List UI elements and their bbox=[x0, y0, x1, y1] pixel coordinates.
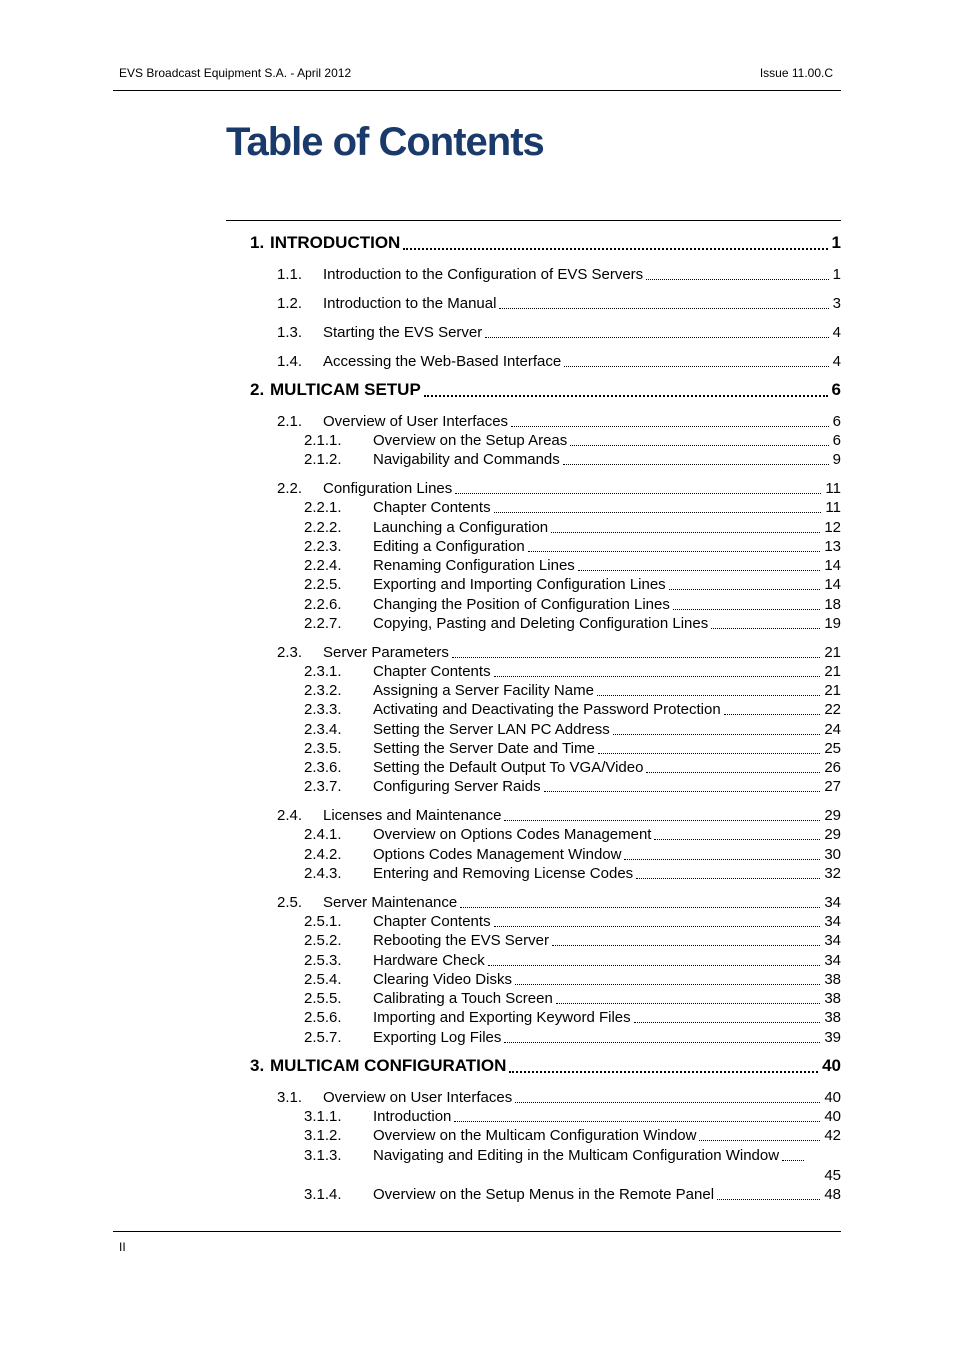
dot-leader bbox=[528, 550, 821, 552]
toc-entry-page: 14 bbox=[824, 557, 841, 574]
toc-entry[interactable] bbox=[277, 480, 841, 497]
toc-entry-page: 38 bbox=[824, 971, 841, 988]
toc-entry-page: 40 bbox=[822, 1056, 841, 1075]
toc-entry-label: Server Parameters bbox=[323, 644, 449, 661]
toc-chapter[interactable] bbox=[250, 233, 841, 253]
toc-entry-number: 2.2.5. bbox=[304, 576, 342, 593]
toc-entry-page: 11 bbox=[825, 480, 841, 497]
toc-entry-label: Introduction to the Manual bbox=[323, 295, 497, 312]
toc-entry-label: Chapter Contents bbox=[373, 499, 491, 516]
dot-leader bbox=[504, 819, 820, 821]
toc-entry-page: 1 bbox=[831, 233, 841, 252]
dot-leader bbox=[424, 394, 828, 397]
toc-entry-page: 40 bbox=[824, 1108, 841, 1125]
toc-entry-page: 39 bbox=[824, 1029, 841, 1046]
toc-entry-page: 1 bbox=[832, 266, 841, 283]
toc-entry-label: Introduction bbox=[373, 1108, 452, 1125]
toc-entry-label: MULTICAM CONFIGURATION bbox=[270, 1056, 507, 1075]
toc-entry[interactable] bbox=[304, 451, 841, 468]
dot-leader bbox=[455, 492, 821, 494]
toc-entry-page: 25 bbox=[824, 740, 841, 757]
toc-entry-number: 2. bbox=[250, 380, 265, 399]
toc-entry-page: 42 bbox=[824, 1127, 841, 1144]
dot-leader bbox=[515, 983, 820, 985]
toc-entry-page: 45 bbox=[824, 1167, 841, 1184]
toc-entry-number: 2.2.3. bbox=[304, 538, 342, 555]
toc-entry[interactable] bbox=[277, 324, 841, 341]
toc-entry-number: 2.2.7. bbox=[304, 615, 342, 632]
dot-leader bbox=[634, 1021, 821, 1023]
toc-entry-label: Setting the Default Output To VGA/Video bbox=[373, 759, 644, 776]
toc-entry-label: Navigability and Commands bbox=[373, 451, 560, 468]
toc-entry[interactable] bbox=[277, 413, 841, 430]
page-number: II bbox=[119, 1240, 126, 1254]
page-header-left: EVS Broadcast Equipment S.A. - April 2012 bbox=[119, 66, 352, 80]
toc-entry-label: Assigning a Server Facility Name bbox=[373, 682, 594, 699]
toc-entry[interactable] bbox=[304, 952, 841, 969]
toc-entry-label: Introduction to the Configuration of EVS Servers bbox=[323, 266, 644, 283]
toc-entry-page: 12 bbox=[824, 519, 841, 536]
toc-entry[interactable] bbox=[277, 807, 841, 824]
toc-entry-number: 2.5.6. bbox=[304, 1009, 342, 1026]
dot-leader bbox=[724, 713, 821, 715]
toc-entry[interactable] bbox=[277, 266, 841, 283]
toc-entry-label: Exporting and Importing Configuration Lines bbox=[373, 576, 666, 593]
toc-entry-number: 2.3.2. bbox=[304, 682, 342, 699]
toc-entry-number: 2.3.7. bbox=[304, 778, 342, 795]
dot-leader bbox=[654, 838, 820, 840]
dot-leader bbox=[699, 1139, 820, 1141]
toc-entry[interactable] bbox=[304, 1186, 841, 1203]
toc-entry-number: 2.1.2. bbox=[304, 451, 342, 468]
toc-entry-number: 2.5.3. bbox=[304, 952, 342, 969]
toc-entry-page: 26 bbox=[824, 759, 841, 776]
toc-entry[interactable] bbox=[304, 826, 841, 843]
toc-entry-number: 2.2.2. bbox=[304, 519, 342, 536]
toc-entry-page: 13 bbox=[824, 538, 841, 555]
dot-leader bbox=[499, 307, 828, 309]
toc-entry-page: 21 bbox=[824, 663, 841, 680]
toc-entry-number: 2.5. bbox=[277, 894, 303, 911]
toc-entry-page: 11 bbox=[825, 499, 841, 516]
dot-leader bbox=[515, 1101, 820, 1103]
toc-entry-number: 1.4. bbox=[277, 353, 303, 370]
page-title: Table of Contents bbox=[226, 120, 544, 164]
toc-entry-number: 2.1. bbox=[277, 413, 303, 430]
toc-entry-number: 3.1.1. bbox=[304, 1108, 342, 1125]
toc-entry-number: 2.3.3. bbox=[304, 701, 342, 718]
toc-entry-label: Navigating and Editing in the Multicam Configuration Window bbox=[373, 1147, 780, 1164]
toc-entry-page: 6 bbox=[832, 432, 841, 449]
toc-entry-number: 3.1. bbox=[277, 1089, 303, 1106]
dot-leader bbox=[673, 608, 820, 610]
toc-entry-label: Launching a Configuration bbox=[373, 519, 549, 536]
toc-entry[interactable] bbox=[304, 576, 841, 593]
toc-chapter[interactable] bbox=[250, 1056, 841, 1076]
toc-entry-label: Activating and Deactivating the Password Protection bbox=[373, 701, 721, 718]
toc-entry-number: 2.4.1. bbox=[304, 826, 342, 843]
toc-entry-page: 38 bbox=[824, 1009, 841, 1026]
toc-entry-page: 34 bbox=[824, 913, 841, 930]
dot-leader bbox=[624, 858, 820, 860]
toc-entry-page: 4 bbox=[832, 324, 841, 341]
toc-entry-label: Configuring Server Raids bbox=[373, 778, 541, 795]
toc-entry-number: 2.2.6. bbox=[304, 596, 342, 613]
footer-divider bbox=[113, 1231, 841, 1232]
toc-entry-page: 34 bbox=[824, 932, 841, 949]
dot-leader bbox=[636, 877, 820, 879]
toc-entry-number: 3.1.3. bbox=[304, 1147, 342, 1164]
toc-entry-label: Accessing the Web-Based Interface bbox=[323, 353, 562, 370]
toc-entry[interactable] bbox=[304, 865, 841, 882]
dot-leader bbox=[551, 531, 820, 533]
toc-entry-label: Copying, Pasting and Deleting Configuration Lines bbox=[373, 615, 709, 632]
toc-entry[interactable] bbox=[304, 1029, 841, 1046]
toc-entry-number: 2.2.4. bbox=[304, 557, 342, 574]
toc-entry[interactable] bbox=[304, 1009, 841, 1026]
dot-leader bbox=[556, 1002, 820, 1004]
toc-entry[interactable] bbox=[304, 971, 841, 988]
toc-entry-label: Overview on the Setup Areas bbox=[373, 432, 568, 449]
toc-entry-page: 32 bbox=[824, 865, 841, 882]
toc-entry-label: INTRODUCTION bbox=[270, 233, 401, 252]
toc-entry-page: 21 bbox=[824, 682, 841, 699]
toc-entry-label: Clearing Video Disks bbox=[373, 971, 512, 988]
dot-leader bbox=[511, 425, 829, 427]
toc-entry-page: 6 bbox=[831, 380, 841, 399]
toc-entry[interactable] bbox=[304, 682, 841, 699]
toc-entry-page: 29 bbox=[824, 807, 841, 824]
toc-entry-number: 2.5.1. bbox=[304, 913, 342, 930]
toc-entry-page: 48 bbox=[824, 1186, 841, 1203]
dot-leader bbox=[552, 944, 820, 946]
toc-entry-label: Overview of User Interfaces bbox=[323, 413, 509, 430]
toc-entry[interactable] bbox=[304, 432, 841, 449]
toc-entry[interactable] bbox=[277, 353, 841, 370]
toc-entry-number: 2.3.4. bbox=[304, 721, 342, 738]
dot-leader bbox=[494, 511, 822, 513]
toc-entry-number: 3.1.4. bbox=[304, 1186, 342, 1203]
toc-entry-number: 2.5.5. bbox=[304, 990, 342, 1007]
toc-entry[interactable] bbox=[304, 759, 841, 776]
toc-entry[interactable] bbox=[304, 932, 841, 949]
toc-entry[interactable] bbox=[304, 519, 841, 536]
dot-leader bbox=[485, 336, 828, 338]
toc-entry[interactable] bbox=[304, 913, 841, 930]
toc-entry-label: Importing and Exporting Keyword Files bbox=[373, 1009, 631, 1026]
toc-entry-label: Calibrating a Touch Screen bbox=[373, 990, 553, 1007]
toc-entry-number: 3. bbox=[250, 1056, 265, 1075]
toc-entry-number: 2.2. bbox=[277, 480, 303, 497]
toc-entry-number: 1.1. bbox=[277, 266, 303, 283]
toc-entry[interactable] bbox=[304, 1147, 841, 1164]
toc-entry-number: 2.4.3. bbox=[304, 865, 342, 882]
toc-entry[interactable] bbox=[304, 846, 841, 863]
toc-entry-number: 1.3. bbox=[277, 324, 303, 341]
toc-entry-number: 2.2.1. bbox=[304, 499, 342, 516]
dot-leader bbox=[452, 656, 820, 658]
toc-entry-label: Configuration Lines bbox=[323, 480, 453, 497]
toc-entry-label: Renaming Configuration Lines bbox=[373, 557, 575, 574]
toc-entry-label: Changing the Position of Configuration Lines bbox=[373, 596, 670, 613]
toc-entry-label: Exporting Log Files bbox=[373, 1029, 502, 1046]
dot-leader bbox=[509, 1070, 818, 1073]
toc-entry[interactable] bbox=[277, 295, 841, 312]
dot-leader bbox=[782, 1159, 804, 1161]
toc-entry-page: 9 bbox=[832, 451, 841, 468]
toc-entry-number: 2.3. bbox=[277, 644, 303, 661]
toc-entry-label: Entering and Removing License Codes bbox=[373, 865, 634, 882]
dot-leader bbox=[563, 463, 829, 465]
toc-entry-number: 2.1.1. bbox=[304, 432, 342, 449]
toc-entry-page: 19 bbox=[824, 615, 841, 632]
toc-entry-number: 1. bbox=[250, 233, 265, 252]
dot-leader bbox=[460, 906, 820, 908]
toc-entry-number: 2.5.2. bbox=[304, 932, 342, 949]
toc-entry-label: Options Codes Management Window bbox=[373, 846, 622, 863]
dot-leader bbox=[504, 1041, 820, 1043]
dot-leader bbox=[717, 1198, 820, 1200]
toc-entry-label: Overview on the Setup Menus in the Remote Panel bbox=[373, 1186, 715, 1203]
dot-leader bbox=[494, 925, 821, 927]
toc-entry-page: 40 bbox=[824, 1089, 841, 1106]
toc-entry[interactable] bbox=[304, 499, 841, 516]
toc-entry[interactable] bbox=[304, 1108, 841, 1125]
dot-leader bbox=[646, 278, 828, 280]
toc-entry-page: 21 bbox=[824, 644, 841, 661]
toc-entry-page: 18 bbox=[824, 596, 841, 613]
toc-entry-number: 2.5.4. bbox=[304, 971, 342, 988]
toc-entry-number: 2.3.5. bbox=[304, 740, 342, 757]
dot-leader bbox=[646, 771, 820, 773]
toc-entry-number: 2.3.6. bbox=[304, 759, 342, 776]
toc-entry-label: Chapter Contents bbox=[373, 913, 491, 930]
toc-entry-page: 4 bbox=[832, 353, 841, 370]
dot-leader bbox=[613, 733, 821, 735]
toc-entry[interactable] bbox=[304, 538, 841, 555]
toc-entry[interactable] bbox=[304, 721, 841, 738]
toc-entry-page: 34 bbox=[824, 952, 841, 969]
dot-leader bbox=[494, 675, 821, 677]
toc-entry[interactable] bbox=[304, 663, 841, 680]
toc-entry-page: 22 bbox=[824, 701, 841, 718]
toc-chapter[interactable] bbox=[250, 380, 841, 400]
toc-entry-number: 2.3.1. bbox=[304, 663, 342, 680]
dot-leader bbox=[544, 790, 821, 792]
toc-entry[interactable] bbox=[304, 740, 841, 757]
toc-entry[interactable] bbox=[277, 894, 841, 911]
toc-entry-label: Setting the Server Date and Time bbox=[373, 740, 595, 757]
toc-entry-page: 24 bbox=[824, 721, 841, 738]
toc-entry-page: 30 bbox=[824, 846, 841, 863]
dot-leader bbox=[597, 694, 820, 696]
toc-entry[interactable] bbox=[304, 1127, 841, 1144]
dot-leader bbox=[564, 365, 828, 367]
toc-entry-label: Overview on User Interfaces bbox=[323, 1089, 513, 1106]
toc-entry-label: Editing a Configuration bbox=[373, 538, 525, 555]
dot-leader bbox=[598, 752, 821, 754]
toc-entry-number: 2.4. bbox=[277, 807, 303, 824]
toc-entry-label: Overview on Options Codes Management bbox=[373, 826, 652, 843]
toc-entry-label: Overview on the Multicam Configuration Window bbox=[373, 1127, 697, 1144]
toc-entry-label: Server Maintenance bbox=[323, 894, 458, 911]
toc-entry-page: 38 bbox=[824, 990, 841, 1007]
toc-entry-page: 14 bbox=[824, 576, 841, 593]
toc-entry-number: 2.4.2. bbox=[304, 846, 342, 863]
toc-entry-page: 34 bbox=[824, 894, 841, 911]
page-header-right: Issue 11.00.C bbox=[759, 66, 833, 80]
dot-leader bbox=[454, 1120, 820, 1122]
toc-entry-label: Licenses and Maintenance bbox=[323, 807, 502, 824]
toc-entry-number: 1.2. bbox=[277, 295, 303, 312]
toc-entry[interactable] bbox=[304, 990, 841, 1007]
toc-entry[interactable] bbox=[304, 778, 841, 795]
dot-leader bbox=[669, 588, 821, 590]
toc-entry-page: 27 bbox=[824, 778, 841, 795]
toc-entry[interactable] bbox=[304, 557, 841, 574]
toc-entry-label: Rebooting the EVS Server bbox=[373, 932, 549, 949]
toc-entry-number: 3.1.2. bbox=[304, 1127, 342, 1144]
dot-leader bbox=[570, 444, 828, 446]
toc-entry-number: 2.5.7. bbox=[304, 1029, 342, 1046]
toc-entry-label: Starting the EVS Server bbox=[323, 324, 483, 341]
dot-leader bbox=[711, 627, 820, 629]
toc-entry[interactable] bbox=[304, 701, 841, 718]
toc-entry-page: 6 bbox=[832, 413, 841, 430]
toc-entry-label: Setting the Server LAN PC Address bbox=[373, 721, 610, 738]
dot-leader bbox=[578, 569, 821, 571]
toc-entry-page: 3 bbox=[832, 295, 841, 312]
dot-leader bbox=[488, 964, 821, 966]
toc-entry[interactable] bbox=[304, 615, 841, 632]
dot-leader bbox=[403, 247, 827, 250]
toc-entry[interactable] bbox=[277, 644, 841, 661]
toc-entry[interactable] bbox=[277, 1089, 841, 1106]
toc-entry-label: Chapter Contents bbox=[373, 663, 491, 680]
toc-entry-label: MULTICAM SETUP bbox=[270, 380, 421, 399]
toc-entry-label: Hardware Check bbox=[373, 952, 485, 969]
toc-entry-page: 29 bbox=[824, 826, 841, 843]
toc-entry[interactable] bbox=[304, 596, 841, 613]
